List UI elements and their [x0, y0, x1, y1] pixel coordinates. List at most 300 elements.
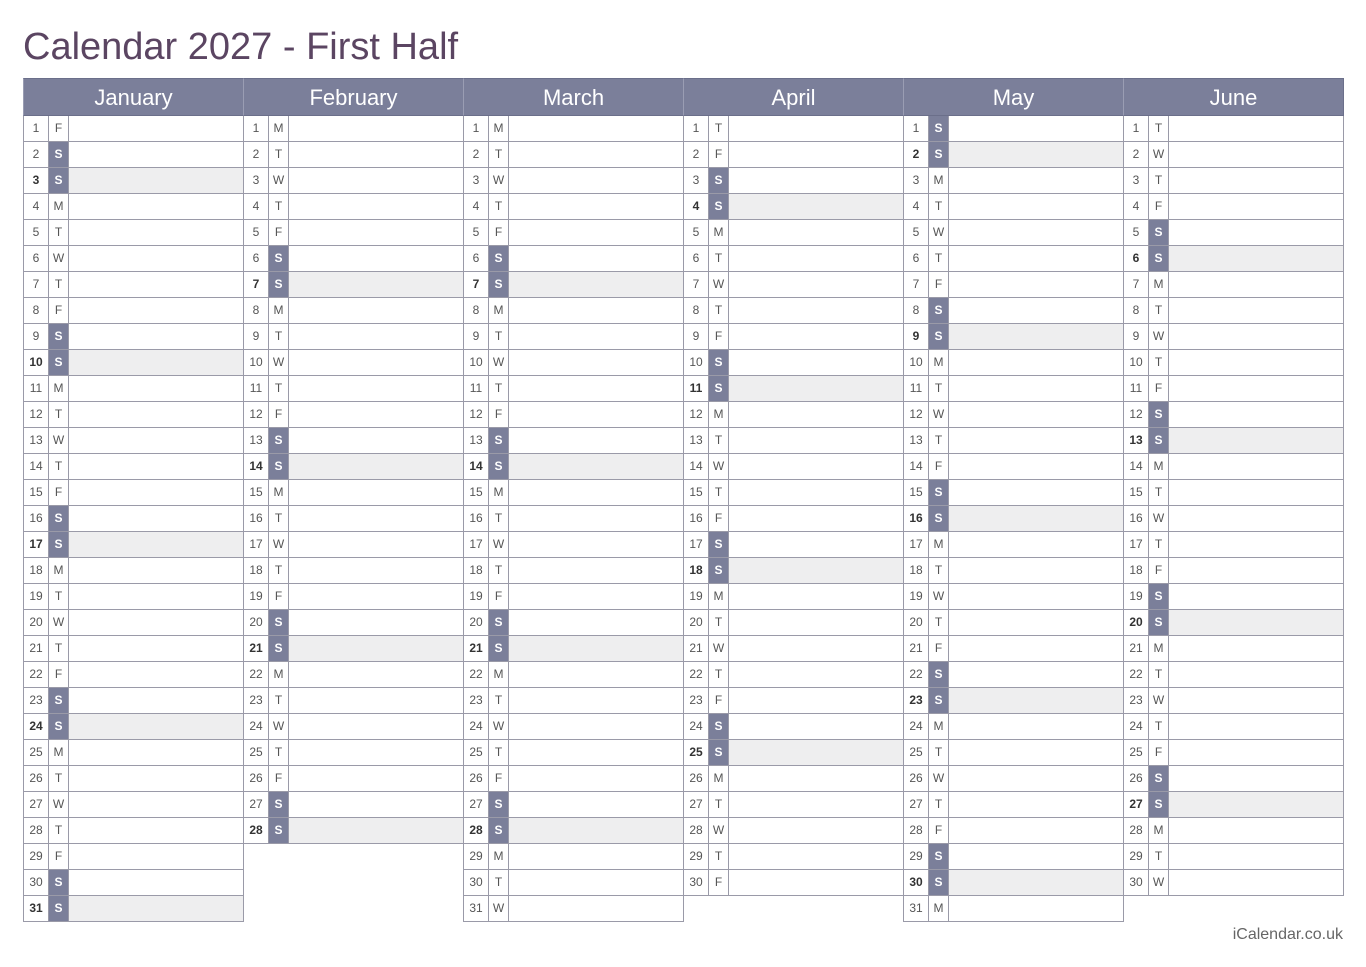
note-cell[interactable] — [69, 480, 243, 505]
day-row[interactable] — [23, 818, 244, 844]
note-cell[interactable] — [729, 454, 903, 479]
note-cell[interactable] — [69, 298, 243, 323]
note-cell[interactable] — [729, 610, 903, 635]
day-row[interactable] — [463, 324, 684, 350]
note-cell[interactable] — [69, 168, 243, 193]
note-cell[interactable] — [949, 116, 1123, 141]
note-cell[interactable] — [949, 558, 1123, 583]
day-row[interactable] — [463, 272, 684, 298]
day-row[interactable] — [1123, 688, 1344, 714]
note-cell[interactable] — [289, 636, 463, 661]
day-row[interactable] — [1123, 584, 1344, 610]
day-row[interactable] — [1123, 142, 1344, 168]
day-row[interactable] — [903, 740, 1124, 766]
note-cell[interactable] — [1169, 792, 1343, 817]
day-row[interactable] — [23, 428, 244, 454]
day-row[interactable] — [463, 220, 684, 246]
note-cell[interactable] — [729, 506, 903, 531]
note-cell[interactable] — [289, 220, 463, 245]
note-cell[interactable] — [509, 584, 683, 609]
note-cell[interactable] — [1169, 636, 1343, 661]
note-cell[interactable] — [69, 896, 243, 921]
day-row[interactable] — [243, 480, 464, 506]
note-cell[interactable] — [509, 220, 683, 245]
day-row[interactable] — [23, 220, 244, 246]
day-row[interactable] — [903, 116, 1124, 142]
note-cell[interactable] — [729, 870, 903, 895]
day-row[interactable] — [903, 194, 1124, 220]
note-cell[interactable] — [1169, 454, 1343, 479]
day-row[interactable] — [23, 766, 244, 792]
day-row[interactable] — [683, 454, 904, 480]
day-row[interactable] — [23, 298, 244, 324]
note-cell[interactable] — [729, 714, 903, 739]
day-row[interactable] — [683, 324, 904, 350]
day-row[interactable] — [1123, 558, 1344, 584]
day-row[interactable] — [1123, 376, 1344, 402]
day-row[interactable] — [243, 168, 464, 194]
note-cell[interactable] — [69, 142, 243, 167]
note-cell[interactable] — [949, 246, 1123, 271]
note-cell[interactable] — [509, 870, 683, 895]
day-row[interactable] — [463, 116, 684, 142]
note-cell[interactable] — [949, 844, 1123, 869]
note-cell[interactable] — [1169, 272, 1343, 297]
note-cell[interactable] — [949, 688, 1123, 713]
note-cell[interactable] — [1169, 558, 1343, 583]
day-row[interactable] — [243, 740, 464, 766]
day-row[interactable] — [903, 402, 1124, 428]
day-row[interactable] — [463, 610, 684, 636]
note-cell[interactable] — [509, 194, 683, 219]
day-row[interactable] — [1123, 116, 1344, 142]
day-row[interactable] — [683, 636, 904, 662]
day-row[interactable] — [1123, 350, 1344, 376]
day-row[interactable] — [903, 220, 1124, 246]
note-cell[interactable] — [289, 714, 463, 739]
note-cell[interactable] — [729, 324, 903, 349]
day-row[interactable] — [1123, 532, 1344, 558]
note-cell[interactable] — [949, 506, 1123, 531]
note-cell[interactable] — [509, 298, 683, 323]
note-cell[interactable] — [289, 168, 463, 193]
note-cell[interactable] — [729, 142, 903, 167]
day-row[interactable] — [23, 662, 244, 688]
note-cell[interactable] — [69, 376, 243, 401]
note-cell[interactable] — [289, 246, 463, 271]
day-row[interactable] — [243, 220, 464, 246]
note-cell[interactable] — [69, 844, 243, 869]
note-cell[interactable] — [1169, 350, 1343, 375]
day-row[interactable] — [683, 740, 904, 766]
day-row[interactable] — [903, 766, 1124, 792]
day-row[interactable] — [243, 428, 464, 454]
day-row[interactable] — [23, 870, 244, 896]
day-row[interactable] — [463, 844, 684, 870]
note-cell[interactable] — [1169, 532, 1343, 557]
note-cell[interactable] — [289, 584, 463, 609]
note-cell[interactable] — [949, 220, 1123, 245]
day-row[interactable] — [23, 402, 244, 428]
day-row[interactable] — [903, 454, 1124, 480]
day-row[interactable] — [243, 506, 464, 532]
note-cell[interactable] — [69, 688, 243, 713]
note-cell[interactable] — [69, 272, 243, 297]
note-cell[interactable] — [69, 350, 243, 375]
note-cell[interactable] — [69, 740, 243, 765]
note-cell[interactable] — [949, 324, 1123, 349]
note-cell[interactable] — [509, 714, 683, 739]
day-row[interactable] — [243, 376, 464, 402]
note-cell[interactable] — [69, 116, 243, 141]
day-row[interactable] — [463, 506, 684, 532]
note-cell[interactable] — [509, 428, 683, 453]
note-cell[interactable] — [729, 350, 903, 375]
note-cell[interactable] — [1169, 246, 1343, 271]
note-cell[interactable] — [1169, 116, 1343, 141]
note-cell[interactable] — [949, 480, 1123, 505]
note-cell[interactable] — [69, 194, 243, 219]
note-cell[interactable] — [729, 168, 903, 193]
note-cell[interactable] — [949, 792, 1123, 817]
note-cell[interactable] — [729, 480, 903, 505]
note-cell[interactable] — [729, 766, 903, 791]
day-row[interactable] — [23, 350, 244, 376]
note-cell[interactable] — [509, 454, 683, 479]
note-cell[interactable] — [69, 324, 243, 349]
day-row[interactable] — [683, 272, 904, 298]
day-row[interactable] — [243, 116, 464, 142]
note-cell[interactable] — [729, 220, 903, 245]
day-row[interactable] — [463, 688, 684, 714]
day-row[interactable] — [1123, 636, 1344, 662]
day-row[interactable] — [903, 818, 1124, 844]
day-row[interactable] — [683, 480, 904, 506]
note-cell[interactable] — [509, 792, 683, 817]
day-row[interactable] — [1123, 168, 1344, 194]
note-cell[interactable] — [69, 662, 243, 687]
note-cell[interactable] — [729, 688, 903, 713]
note-cell[interactable] — [729, 532, 903, 557]
note-cell[interactable] — [1169, 844, 1343, 869]
day-row[interactable] — [683, 870, 904, 896]
day-row[interactable] — [903, 480, 1124, 506]
note-cell[interactable] — [949, 454, 1123, 479]
note-cell[interactable] — [1169, 324, 1343, 349]
note-cell[interactable] — [69, 220, 243, 245]
note-cell[interactable] — [1169, 194, 1343, 219]
note-cell[interactable] — [949, 298, 1123, 323]
day-row[interactable] — [1123, 220, 1344, 246]
day-row[interactable] — [463, 896, 684, 922]
day-row[interactable] — [243, 818, 464, 844]
day-row[interactable] — [683, 688, 904, 714]
day-row[interactable] — [903, 870, 1124, 896]
note-cell[interactable] — [729, 428, 903, 453]
note-cell[interactable] — [1169, 870, 1343, 895]
day-row[interactable] — [683, 246, 904, 272]
note-cell[interactable] — [289, 480, 463, 505]
day-row[interactable] — [463, 350, 684, 376]
note-cell[interactable] — [289, 740, 463, 765]
day-row[interactable] — [1123, 610, 1344, 636]
day-row[interactable] — [23, 116, 244, 142]
note-cell[interactable] — [509, 636, 683, 661]
day-row[interactable] — [683, 610, 904, 636]
note-cell[interactable] — [729, 792, 903, 817]
day-row[interactable] — [243, 558, 464, 584]
day-row[interactable] — [683, 766, 904, 792]
note-cell[interactable] — [1169, 818, 1343, 843]
note-cell[interactable] — [69, 584, 243, 609]
note-cell[interactable] — [289, 298, 463, 323]
note-cell[interactable] — [289, 610, 463, 635]
day-row[interactable] — [463, 376, 684, 402]
day-row[interactable] — [23, 558, 244, 584]
day-row[interactable] — [23, 454, 244, 480]
note-cell[interactable] — [949, 662, 1123, 687]
day-row[interactable] — [463, 428, 684, 454]
day-row[interactable] — [23, 584, 244, 610]
note-cell[interactable] — [949, 376, 1123, 401]
note-cell[interactable] — [69, 428, 243, 453]
note-cell[interactable] — [1169, 610, 1343, 635]
day-row[interactable] — [243, 584, 464, 610]
day-row[interactable] — [463, 584, 684, 610]
day-row[interactable] — [463, 532, 684, 558]
day-row[interactable] — [903, 168, 1124, 194]
note-cell[interactable] — [509, 376, 683, 401]
note-cell[interactable] — [729, 558, 903, 583]
note-cell[interactable] — [289, 324, 463, 349]
note-cell[interactable] — [949, 168, 1123, 193]
note-cell[interactable] — [289, 662, 463, 687]
day-row[interactable] — [1123, 480, 1344, 506]
note-cell[interactable] — [949, 636, 1123, 661]
day-row[interactable] — [903, 662, 1124, 688]
note-cell[interactable] — [69, 454, 243, 479]
day-row[interactable] — [903, 584, 1124, 610]
note-cell[interactable] — [1169, 142, 1343, 167]
note-cell[interactable] — [69, 532, 243, 557]
note-cell[interactable] — [69, 610, 243, 635]
day-row[interactable] — [683, 428, 904, 454]
day-row[interactable] — [903, 298, 1124, 324]
day-row[interactable] — [903, 532, 1124, 558]
day-row[interactable] — [683, 194, 904, 220]
note-cell[interactable] — [949, 142, 1123, 167]
day-row[interactable] — [23, 272, 244, 298]
day-row[interactable] — [903, 246, 1124, 272]
note-cell[interactable] — [69, 558, 243, 583]
note-cell[interactable] — [1169, 376, 1343, 401]
note-cell[interactable] — [69, 636, 243, 661]
note-cell[interactable] — [289, 558, 463, 583]
note-cell[interactable] — [289, 428, 463, 453]
day-row[interactable] — [1123, 506, 1344, 532]
day-row[interactable] — [463, 142, 684, 168]
day-row[interactable] — [23, 636, 244, 662]
day-row[interactable] — [23, 792, 244, 818]
day-row[interactable] — [1123, 662, 1344, 688]
note-cell[interactable] — [1169, 298, 1343, 323]
day-row[interactable] — [243, 194, 464, 220]
note-cell[interactable] — [509, 896, 683, 921]
day-row[interactable] — [683, 376, 904, 402]
day-row[interactable] — [23, 896, 244, 922]
note-cell[interactable] — [1169, 168, 1343, 193]
note-cell[interactable] — [509, 142, 683, 167]
note-cell[interactable] — [69, 870, 243, 895]
note-cell[interactable] — [949, 610, 1123, 635]
day-row[interactable] — [243, 246, 464, 272]
note-cell[interactable] — [289, 116, 463, 141]
note-cell[interactable] — [509, 688, 683, 713]
note-cell[interactable] — [949, 818, 1123, 843]
day-row[interactable] — [683, 714, 904, 740]
day-row[interactable] — [243, 324, 464, 350]
day-row[interactable] — [23, 714, 244, 740]
note-cell[interactable] — [509, 662, 683, 687]
note-cell[interactable] — [509, 558, 683, 583]
note-cell[interactable] — [289, 818, 463, 843]
note-cell[interactable] — [69, 402, 243, 427]
day-row[interactable] — [1123, 740, 1344, 766]
note-cell[interactable] — [509, 246, 683, 271]
day-row[interactable] — [463, 766, 684, 792]
day-row[interactable] — [903, 792, 1124, 818]
note-cell[interactable] — [1169, 402, 1343, 427]
note-cell[interactable] — [1169, 480, 1343, 505]
note-cell[interactable] — [1169, 766, 1343, 791]
note-cell[interactable] — [1169, 506, 1343, 531]
note-cell[interactable] — [289, 142, 463, 167]
day-row[interactable] — [463, 792, 684, 818]
day-row[interactable] — [683, 402, 904, 428]
note-cell[interactable] — [949, 194, 1123, 219]
note-cell[interactable] — [1169, 740, 1343, 765]
note-cell[interactable] — [509, 272, 683, 297]
day-row[interactable] — [463, 402, 684, 428]
note-cell[interactable] — [1169, 428, 1343, 453]
day-row[interactable] — [243, 532, 464, 558]
day-row[interactable] — [23, 142, 244, 168]
note-cell[interactable] — [1169, 714, 1343, 739]
day-row[interactable] — [463, 818, 684, 844]
note-cell[interactable] — [289, 350, 463, 375]
day-row[interactable] — [1123, 272, 1344, 298]
note-cell[interactable] — [509, 818, 683, 843]
day-row[interactable] — [903, 714, 1124, 740]
day-row[interactable] — [23, 324, 244, 350]
note-cell[interactable] — [69, 766, 243, 791]
note-cell[interactable] — [289, 506, 463, 531]
day-row[interactable] — [903, 272, 1124, 298]
day-row[interactable] — [903, 324, 1124, 350]
day-row[interactable] — [903, 558, 1124, 584]
day-row[interactable] — [1123, 792, 1344, 818]
day-row[interactable] — [463, 454, 684, 480]
note-cell[interactable] — [69, 818, 243, 843]
day-row[interactable] — [463, 636, 684, 662]
day-row[interactable] — [463, 168, 684, 194]
note-cell[interactable] — [949, 350, 1123, 375]
day-row[interactable] — [1123, 402, 1344, 428]
day-row[interactable] — [903, 428, 1124, 454]
day-row[interactable] — [23, 246, 244, 272]
note-cell[interactable] — [729, 272, 903, 297]
day-row[interactable] — [463, 740, 684, 766]
day-row[interactable] — [683, 584, 904, 610]
note-cell[interactable] — [949, 402, 1123, 427]
note-cell[interactable] — [729, 376, 903, 401]
note-cell[interactable] — [949, 584, 1123, 609]
note-cell[interactable] — [509, 480, 683, 505]
day-row[interactable] — [243, 298, 464, 324]
note-cell[interactable] — [289, 402, 463, 427]
day-row[interactable] — [243, 792, 464, 818]
day-row[interactable] — [1123, 246, 1344, 272]
note-cell[interactable] — [289, 532, 463, 557]
note-cell[interactable] — [949, 532, 1123, 557]
note-cell[interactable] — [1169, 584, 1343, 609]
note-cell[interactable] — [509, 324, 683, 349]
note-cell[interactable] — [289, 194, 463, 219]
day-row[interactable] — [243, 350, 464, 376]
note-cell[interactable] — [729, 298, 903, 323]
day-row[interactable] — [23, 194, 244, 220]
note-cell[interactable] — [949, 766, 1123, 791]
day-row[interactable] — [243, 402, 464, 428]
day-row[interactable] — [683, 818, 904, 844]
note-cell[interactable] — [509, 506, 683, 531]
note-cell[interactable] — [509, 168, 683, 193]
day-row[interactable] — [683, 168, 904, 194]
day-row[interactable] — [463, 870, 684, 896]
note-cell[interactable] — [289, 766, 463, 791]
day-row[interactable] — [683, 662, 904, 688]
day-row[interactable] — [243, 662, 464, 688]
note-cell[interactable] — [289, 688, 463, 713]
day-row[interactable] — [903, 350, 1124, 376]
note-cell[interactable] — [729, 584, 903, 609]
note-cell[interactable] — [949, 870, 1123, 895]
note-cell[interactable] — [509, 350, 683, 375]
note-cell[interactable] — [289, 376, 463, 401]
note-cell[interactable] — [729, 402, 903, 427]
day-row[interactable] — [463, 194, 684, 220]
note-cell[interactable] — [69, 714, 243, 739]
note-cell[interactable] — [729, 662, 903, 687]
note-cell[interactable] — [729, 740, 903, 765]
day-row[interactable] — [243, 766, 464, 792]
day-row[interactable] — [1123, 428, 1344, 454]
note-cell[interactable] — [509, 740, 683, 765]
day-row[interactable] — [463, 480, 684, 506]
day-row[interactable] — [903, 610, 1124, 636]
note-cell[interactable] — [729, 818, 903, 843]
note-cell[interactable] — [509, 116, 683, 141]
day-row[interactable] — [243, 454, 464, 480]
note-cell[interactable] — [1169, 688, 1343, 713]
day-row[interactable] — [683, 532, 904, 558]
note-cell[interactable] — [69, 506, 243, 531]
day-row[interactable] — [683, 558, 904, 584]
note-cell[interactable] — [69, 792, 243, 817]
day-row[interactable] — [683, 350, 904, 376]
day-row[interactable] — [243, 636, 464, 662]
day-row[interactable] — [683, 792, 904, 818]
